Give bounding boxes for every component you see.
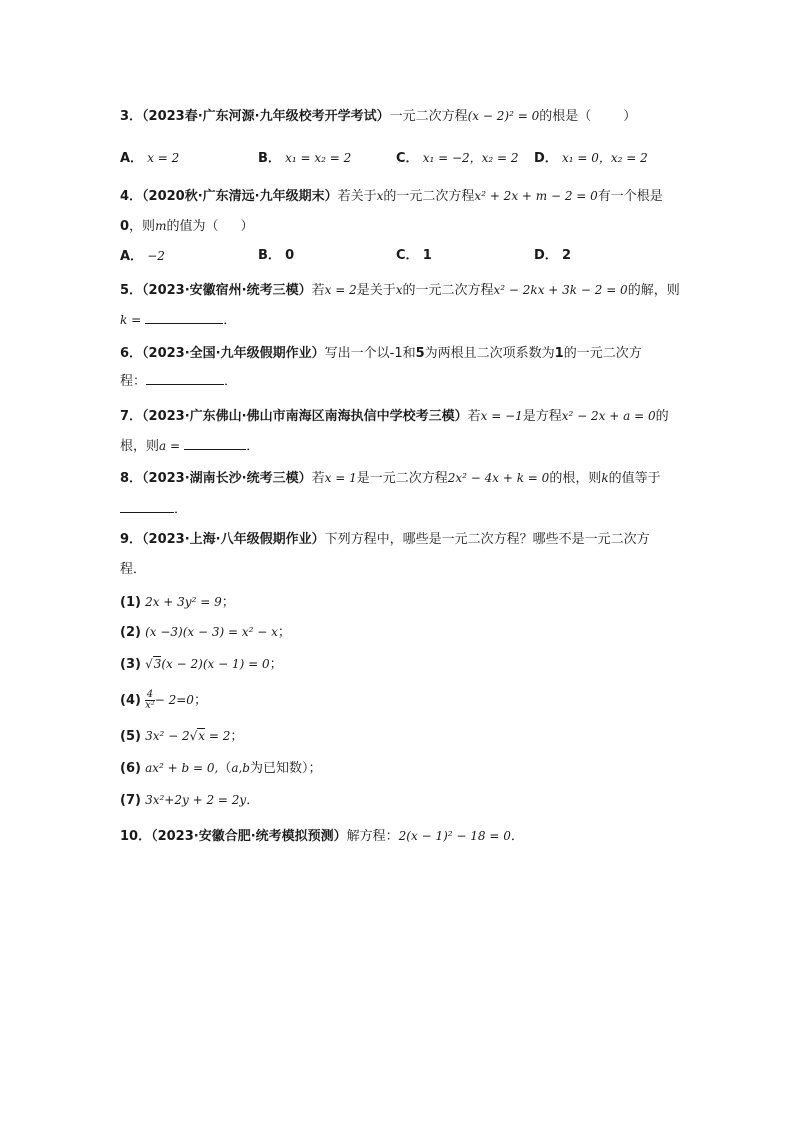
- fraction: $\frac{4}{\text{x²}}$: [145, 689, 155, 711]
- question-4: 4．（2020秋·广东清远·九年级期末）若关于x的一元二次方程x² + 2x + m − 2 = 0有一个根是: [120, 189, 663, 204]
- question-4-line-2: 0，则m的值为（ ）: [120, 219, 254, 234]
- answer-blank[interactable]: [146, 372, 224, 385]
- equation: x² + 2x + m − 2 = 0: [474, 189, 598, 203]
- sub-item-6: (6) ax² + b = 0,（a,b为已知数）；: [120, 761, 322, 776]
- question-source: （2023·广东佛山·佛山市南海区南海执信中学校考三模）: [142, 409, 468, 424]
- option-c: C． 1: [396, 248, 432, 263]
- question-source: （2023春·广东河源·九年级校考开学考试）: [142, 109, 390, 124]
- sub-item-2: (2) (x −3)(x − 3) = x² − x；: [120, 625, 291, 640]
- equation: x² − 2x + a = 0: [561, 409, 656, 423]
- question-number: 7．: [120, 409, 143, 424]
- question-number: 9．: [120, 532, 143, 547]
- question-8: 8．（2023·湖南长沙·统考三模）若x = 1是一元二次方程2x² − 4x + k = 0的根，则k的值等于: [120, 471, 661, 486]
- option-a: A． x = 2: [120, 151, 180, 166]
- question-8-line-2: ．: [120, 500, 187, 520]
- sub-item-7: (7) 3x²+2y + 2 = 2y．: [120, 793, 260, 808]
- option-b: B． x₁ = x₂ = 2: [258, 151, 352, 166]
- question-source: （2023·湖南长沙·统考三模）: [142, 471, 312, 486]
- answer-blank[interactable]: [184, 437, 246, 450]
- question-9: 9．（2023·上海·八年级假期作业）下列方程中，哪些是一元二次方程？哪些不是一元二次方: [120, 532, 650, 547]
- equation: x² − 2kx + 3k − 2 = 0: [493, 283, 628, 297]
- question-source: （2020秋·广东清远·九年级期末）: [142, 189, 338, 204]
- question-source: （2023·上海·八年级假期作业）: [142, 532, 325, 547]
- sub-item-3: (3) √3(x − 2)(x − 1) = 0；: [120, 657, 283, 672]
- question-3: 3．（2023春·广东河源·九年级校考开学考试）一元二次方程(x − 2)² = 0的根是（ ）: [120, 109, 637, 124]
- question-6: 6．（2023·全国·九年级假期作业）写出一个以-1和5为两根且二次项系数为1的一元二次方: [120, 346, 642, 361]
- equation: 2x² − 4x + k = 0: [447, 471, 550, 485]
- answer-blank[interactable]: [120, 500, 174, 513]
- option-d: D． x₁ = 0，x₂ = 2: [534, 151, 648, 166]
- sub-item-1: (1) 2x + 3y² = 9；: [120, 595, 235, 610]
- sub-item-4: (4) $\frac{4}{\text{x²}}$ − 2=0；: [120, 689, 207, 711]
- question-source: （2023·全国·九年级假期作业）: [142, 346, 325, 361]
- sub-item-5: (5) 3x² − 2√x = 2；: [120, 729, 244, 744]
- question-number: 5．: [120, 283, 143, 298]
- question-5: 5．（2023·安徽宿州·统考三模）若x = 2是关于x的一元二次方程x² − 2kx + 3k − 2 = 0的解，则: [120, 283, 680, 298]
- question-7-line-2: 根，则a = ．: [120, 439, 260, 454]
- question-number: 3．: [120, 109, 143, 124]
- answer-blank[interactable]: [145, 311, 223, 324]
- question-6-line-2: 程： ．: [120, 374, 238, 389]
- question-7: 7．（2023·广东佛山·佛山市南海区南海执信中学校考三模）若x = −1是方程x² − 2x + a = 0的: [120, 409, 669, 424]
- option-a: A． −2: [120, 249, 165, 264]
- question-5-line-2: k = ．: [120, 313, 237, 328]
- question-source: （2023·安徽宿州·统考三模）: [142, 283, 312, 298]
- question-number: 10．: [120, 829, 152, 844]
- question-number: 6．: [120, 346, 143, 361]
- equation: (x − 2)² = 0: [467, 109, 540, 123]
- option-c: C． x₁ = −2，x₂ = 2: [396, 151, 519, 166]
- option-b: B． 0: [258, 248, 295, 263]
- question-9-line-2: 程．: [120, 562, 147, 577]
- question-10: 10．（2023·安徽合肥·统考模拟预测）解方程：2(x − 1)² − 18 = 0．: [120, 829, 524, 844]
- question-source: （2023·安徽合肥·统考模拟预测）: [151, 829, 347, 844]
- option-d: D． 2: [534, 248, 571, 263]
- question-number: 8．: [120, 471, 143, 486]
- equation: 2(x − 1)² − 18 = 0: [398, 829, 511, 843]
- question-number: 4．: [120, 189, 143, 204]
